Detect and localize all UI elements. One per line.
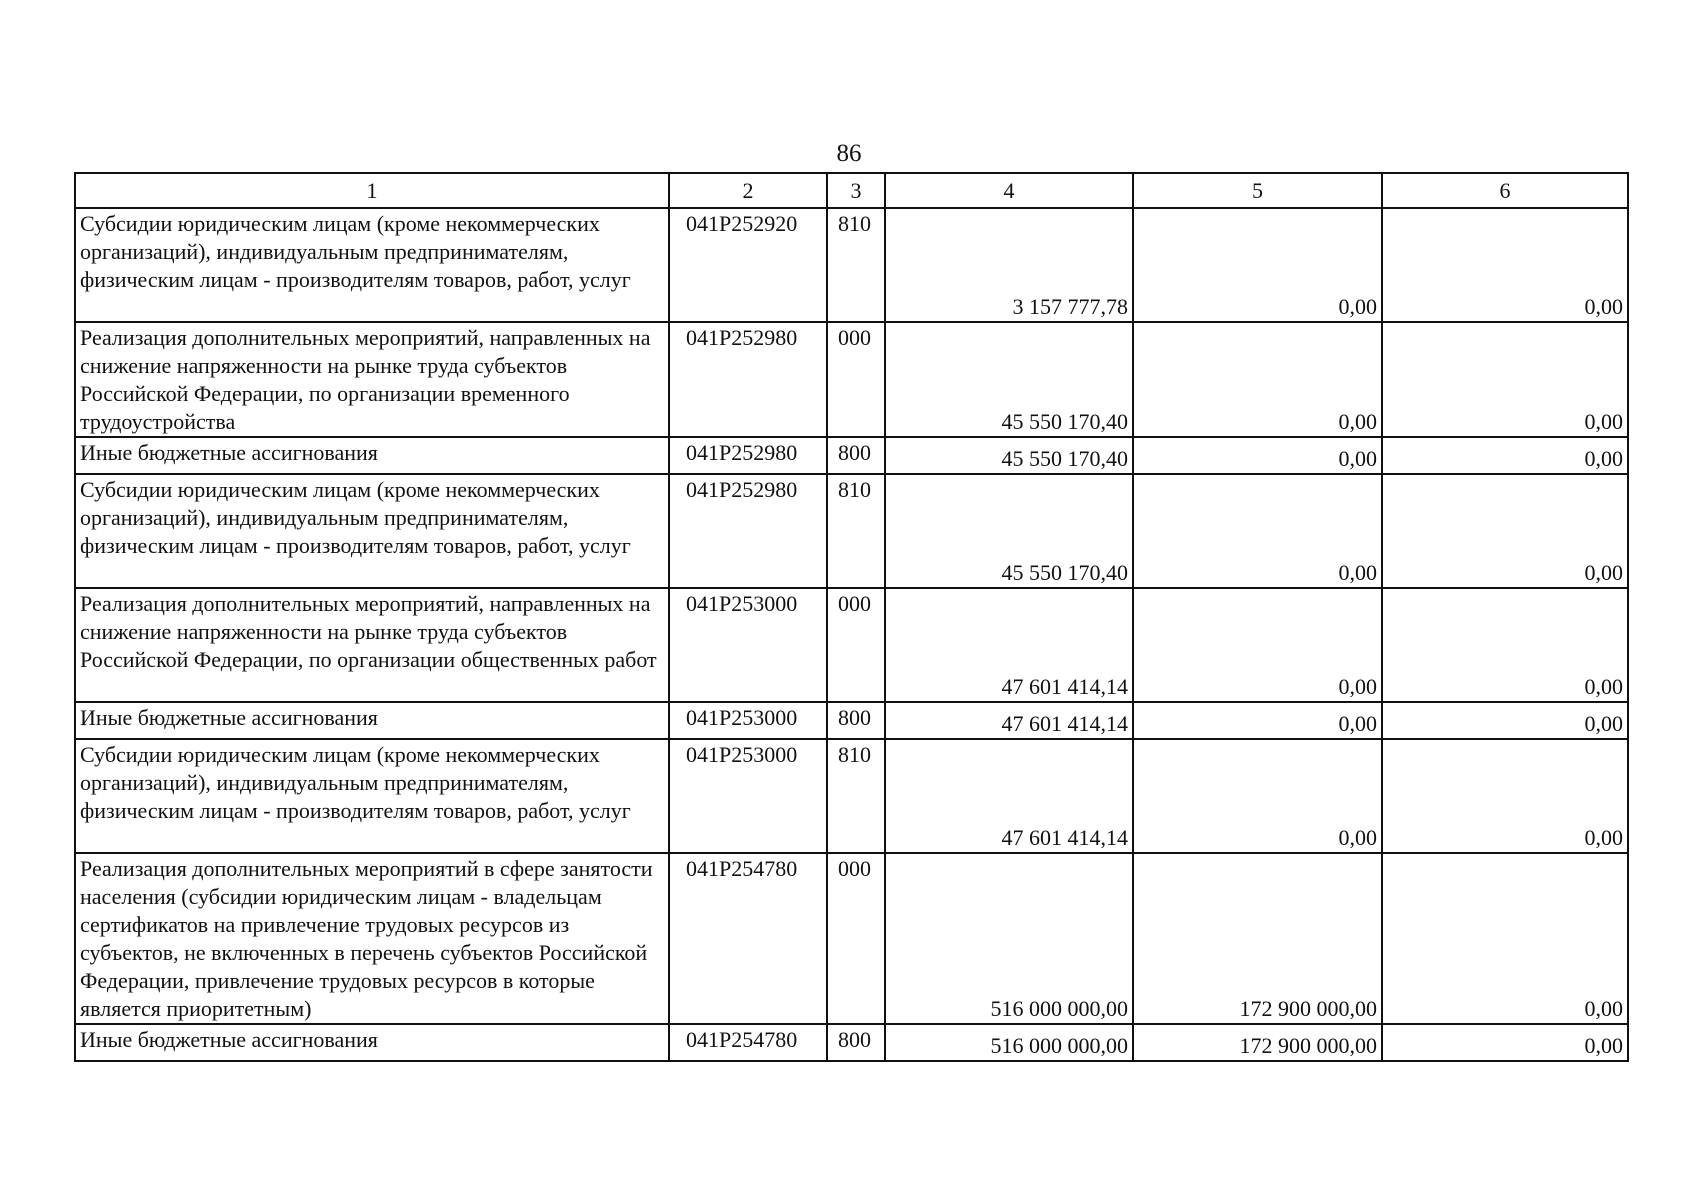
row-value-6: 0,00	[1382, 322, 1628, 437]
row-value-5: 0,00	[1133, 322, 1382, 437]
row-value-6: 0,00	[1382, 474, 1628, 588]
row-name: Иные бюджетные ассигнования	[75, 702, 669, 739]
row-code: 041P252980	[669, 474, 827, 588]
row-value-4: 47 601 414,14	[885, 702, 1133, 739]
column-header: 1	[75, 173, 669, 208]
row-code: 041P253000	[669, 588, 827, 702]
row-type: 000	[827, 588, 885, 702]
row-type: 810	[827, 739, 885, 853]
column-header: 2	[669, 173, 827, 208]
row-value-6: 0,00	[1382, 853, 1628, 1024]
row-value-6: 0,00	[1382, 739, 1628, 853]
row-value-4: 45 550 170,40	[885, 474, 1133, 588]
row-value-5: 0,00	[1133, 437, 1382, 474]
row-name: Реализация дополнительных мероприятий, направленных на снижение напряженности на рынке труда субъектов Российской Федерации, по организации общественных работ	[75, 588, 669, 702]
row-value-6: 0,00	[1382, 588, 1628, 702]
row-code: 041P253000	[669, 702, 827, 739]
row-type: 810	[827, 208, 885, 322]
row-value-4: 47 601 414,14	[885, 739, 1133, 853]
budget-table	[74, 172, 1629, 1062]
row-value-4: 45 550 170,40	[885, 322, 1133, 437]
row-code: 041P252980	[669, 437, 827, 474]
row-value-5: 172 900 000,00	[1133, 853, 1382, 1024]
row-name: Реализация дополнительных мероприятий, направленных на снижение напряженности на рынке труда субъектов Российской Федерации, по организации временного трудоустройства	[75, 322, 669, 437]
row-value-5: 0,00	[1133, 208, 1382, 322]
table-row	[75, 208, 1628, 322]
row-code: 041P253000	[669, 739, 827, 853]
row-value-4: 516 000 000,00	[885, 1024, 1133, 1061]
row-value-5: 0,00	[1133, 588, 1382, 702]
column-header: 6	[1382, 173, 1628, 208]
row-code: 041P252980	[669, 322, 827, 437]
table-row	[75, 474, 1628, 588]
row-type: 800	[827, 437, 885, 474]
row-value-6: 0,00	[1382, 702, 1628, 739]
row-value-4: 516 000 000,00	[885, 853, 1133, 1024]
row-value-4: 45 550 170,40	[885, 437, 1133, 474]
header-row	[75, 173, 1628, 208]
table-row	[75, 853, 1628, 1024]
row-type: 800	[827, 702, 885, 739]
row-value-6: 0,00	[1382, 208, 1628, 322]
page-number: 86	[836, 140, 862, 167]
column-header: 5	[1133, 173, 1382, 208]
table-row	[75, 588, 1628, 702]
row-type: 800	[827, 1024, 885, 1061]
column-header: 4	[885, 173, 1133, 208]
table-row	[75, 437, 1628, 474]
column-header: 3	[827, 173, 885, 208]
row-type: 810	[827, 474, 885, 588]
row-name: Субсидии юридическим лицам (кроме некоммерческих организаций), индивидуальным предпринимателям, физическим лицам - производителям товаров, работ, услуг	[75, 739, 669, 853]
column-number-header	[75, 173, 1628, 208]
row-name: Субсидии юридическим лицам (кроме некоммерческих организаций), индивидуальным предпринимателям, физическим лицам - производителям товаров, работ, услуг	[75, 474, 669, 588]
row-name: Субсидии юридическим лицам (кроме некоммерческих организаций), индивидуальным предпринимателям, физическим лицам - производителям товаров, работ, услуг	[75, 208, 669, 322]
row-code: 041P254780	[669, 1024, 827, 1061]
table-row	[75, 739, 1628, 853]
row-value-6: 0,00	[1382, 437, 1628, 474]
row-value-4: 3 157 777,78	[885, 208, 1133, 322]
table-row	[75, 322, 1628, 437]
table-body	[75, 208, 1628, 1061]
row-value-5: 0,00	[1133, 702, 1382, 739]
row-name: Иные бюджетные ассигнования	[75, 1024, 669, 1061]
row-type: 000	[827, 322, 885, 437]
table-row	[75, 702, 1628, 739]
row-type: 000	[827, 853, 885, 1024]
table-row	[75, 1024, 1628, 1061]
row-value-5: 172 900 000,00	[1133, 1024, 1382, 1061]
row-value-5: 0,00	[1133, 474, 1382, 588]
row-value-5: 0,00	[1133, 739, 1382, 853]
row-code: 041P254780	[669, 853, 827, 1024]
row-name: Реализация дополнительных мероприятий в сфере занятости населения (субсидии юридическим лицам - владельцам сертификатов на привлечение трудовых ресурсов из субъектов, не включенных в перечень субъектов Российской Федерации, привлечение трудовых ресурсов в которые является приоритетным)	[75, 853, 669, 1024]
row-value-4: 47 601 414,14	[885, 588, 1133, 702]
row-code: 041P252920	[669, 208, 827, 322]
row-name: Иные бюджетные ассигнования	[75, 437, 669, 474]
row-value-6: 0,00	[1382, 1024, 1628, 1061]
